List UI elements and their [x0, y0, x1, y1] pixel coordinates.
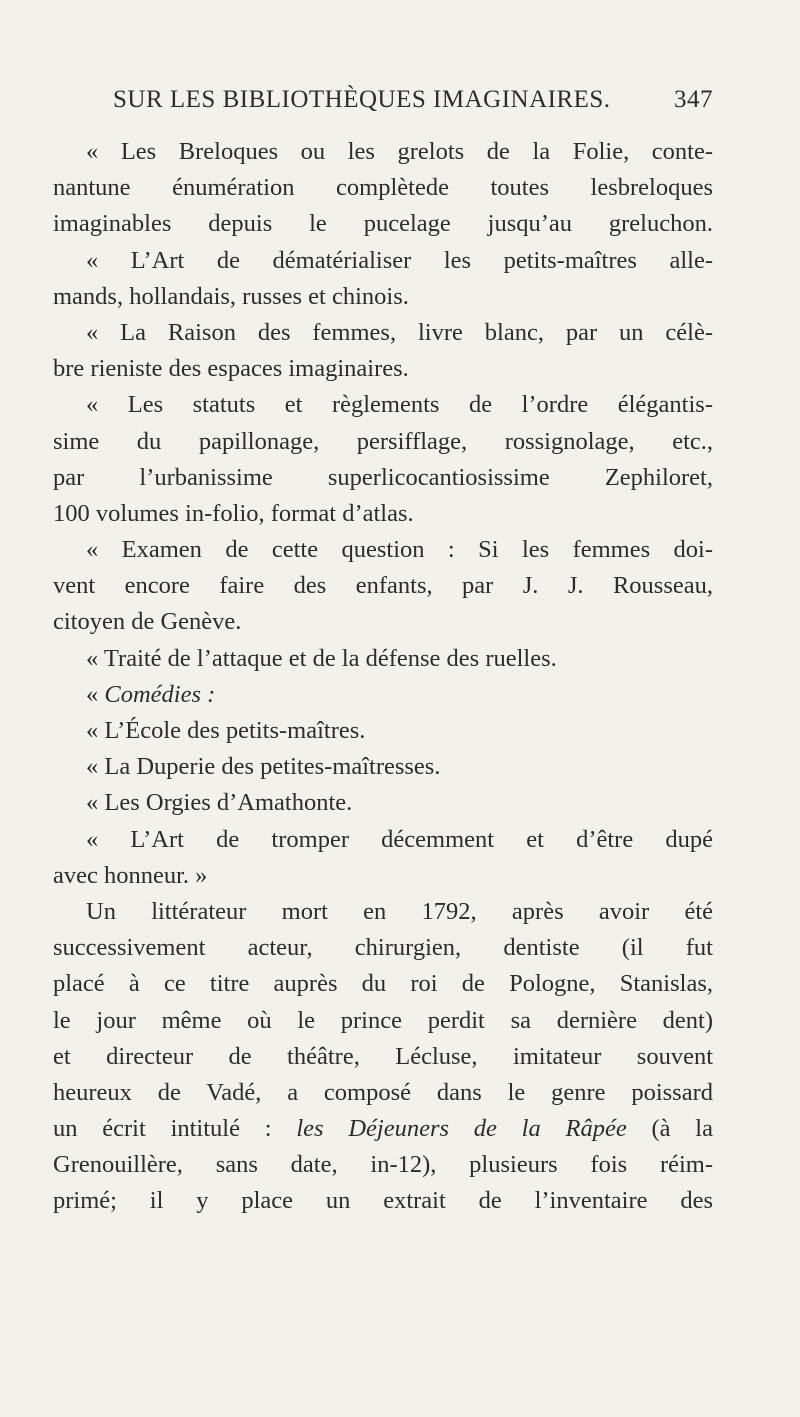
text-line: « La Raison des femmes, livre blanc, par un célè- — [86, 318, 713, 346]
body-text — [53, 134, 713, 1220]
text-line: Un littérateur mort en 1792, après avoir été — [86, 897, 713, 925]
text-line: et directeur de théâtre, Lécluse, imitateur souvent — [53, 1042, 713, 1070]
text-line: « Les Breloques ou les grelots de la Folie, conte- — [86, 138, 713, 165]
text-line: le jour même où le prince perdit sa dernière dent) — [53, 1006, 713, 1034]
text-line: Grenouillère, sans date, in-12), plusieurs fois réim- — [53, 1151, 713, 1179]
text-line: avec honneur. » — [53, 861, 208, 889]
text-line: « Les statuts et règlements de l’ordre élégantis- — [86, 391, 713, 419]
italic-title: les Déjeuners de la Râpée — [296, 1115, 627, 1143]
text-line: bre rieniste des espaces imaginaires. — [53, 355, 409, 383]
running-head — [113, 86, 713, 126]
text-line: vent encore faire des enfants, par J. J. Rousseau, — [53, 572, 713, 600]
text-line: 100 volumes in-folio, format d’atlas. — [53, 499, 414, 527]
text-line: mands, hollandais, russes et chinois. — [53, 282, 409, 310]
page-number: 347 — [674, 86, 713, 113]
quote-mark: « — [86, 680, 105, 708]
text-line: « Traité de l’attaque et de la défense des ruelles. — [86, 644, 557, 672]
text-run: (à la — [626, 1115, 713, 1143]
text-line: « La Duperie des petites-maîtresses. — [86, 753, 441, 781]
text-line: successivement acteur, chirurgien, dentiste (il fut — [53, 934, 713, 962]
text-line: « Examen de cette question : Si les femmes doi- — [86, 536, 713, 564]
text-line: citoyen de Genève. — [53, 608, 242, 636]
text-line: heureux de Vadé, a composé dans le genre poissard — [53, 1078, 713, 1106]
running-head-title: SUR LES BIBLIOTHÈQUES IMAGINAIRES. — [113, 86, 611, 113]
text-line: « L’École des petits-maîtres. — [86, 717, 366, 744]
text-run: un écrit intitulé : — [53, 1115, 297, 1143]
text-line: « L’Art de dématérialiser les petits-maîtres alle- — [86, 246, 713, 274]
text-line: sime du papillonage, persifflage, rossignolage, etc., — [53, 427, 713, 455]
text-line: « Les Orgies d’Amathonte. — [86, 789, 353, 817]
text-line: imaginables depuis le pucelage jusqu’au greluchon. — [53, 210, 713, 238]
text-line: primé; il y place un extrait de l’inventaire des — [53, 1187, 713, 1215]
text-line-italic-title — [53, 1111, 713, 1147]
text-line: placé à ce titre auprès du roi de Pologne, Stanislas, — [53, 970, 713, 998]
text-line: par l’urbanissime superlicocantiosissime Zephiloret, — [53, 463, 713, 491]
text-line: « L’Art de tromper décemment et d’être dupé — [86, 825, 713, 853]
text-line-comedies — [53, 677, 713, 713]
italic-heading: Comédies : — [104, 680, 216, 708]
text-line: nantune énumération complètede toutes lesbreloques — [53, 174, 713, 202]
